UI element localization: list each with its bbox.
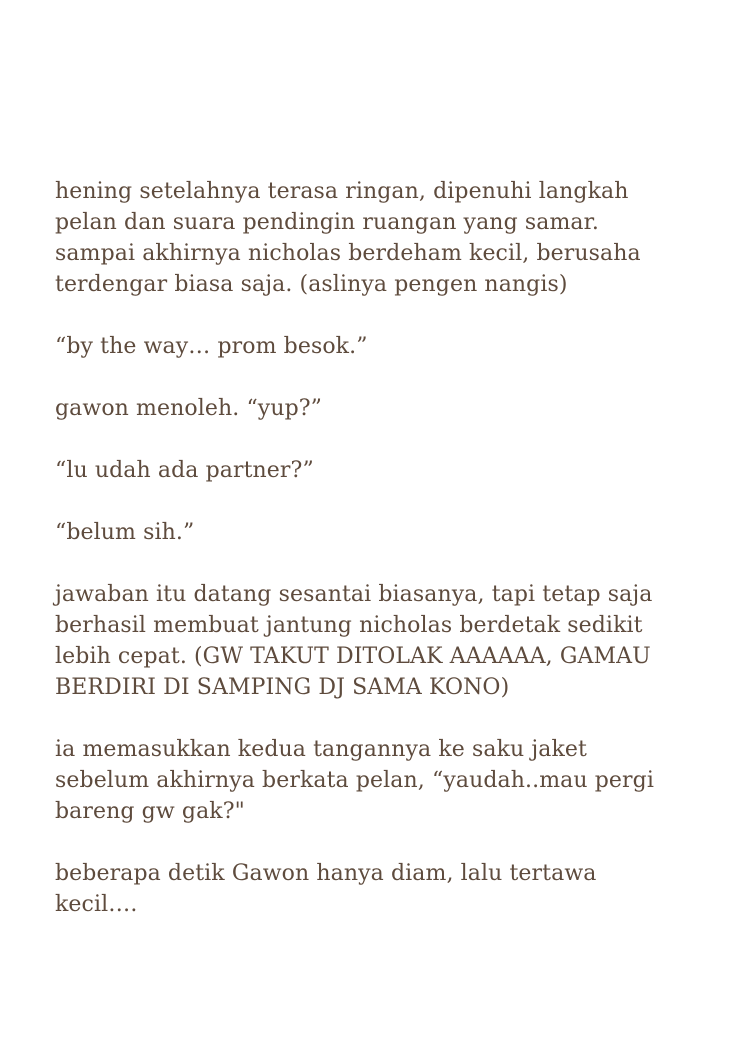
story-text xyxy=(55,176,695,951)
text-line: jawaban itu datang sesantai biasanya, tapi tetap saja xyxy=(55,582,653,607)
text-line: sebelum akhirnya berkata pelan, “yaudah..mau pergi xyxy=(55,768,654,793)
paragraph-7 xyxy=(55,734,695,827)
text-line: sampai akhirnya nicholas berdeham kecil, berusaha xyxy=(55,241,641,266)
paragraph-5 xyxy=(55,517,695,548)
text-line: “belum sih.” xyxy=(55,520,195,545)
paragraph-1 xyxy=(55,176,695,300)
text-line: terdengar biasa saja. (aslinya pengen nangis) xyxy=(55,272,568,297)
text-line: “lu udah ada partner?” xyxy=(55,458,314,483)
paragraph-4 xyxy=(55,455,695,486)
text-line: lebih cepat. (GW TAKUT DITOLAK AAAAAA, GAMAU xyxy=(55,644,651,669)
text-line: beberapa detik Gawon hanya diam, lalu tertawa xyxy=(55,861,597,886)
text-line: hening setelahnya terasa ringan, dipenuhi langkah xyxy=(55,179,629,204)
text-line: pelan dan suara pendingin ruangan yang samar. xyxy=(55,210,599,235)
text-line: bareng gw gak?" xyxy=(55,799,245,824)
text-line: ia memasukkan kedua tangannya ke saku jaket xyxy=(55,737,587,762)
paragraph-6 xyxy=(55,579,695,703)
text-line: gawon menoleh. “yup?” xyxy=(55,396,323,421)
text-line: BERDIRI DI SAMPING DJ SAMA KONO) xyxy=(55,675,510,700)
text-line: kecil…. xyxy=(55,892,138,917)
text-line: berhasil membuat jantung nicholas berdetak sedikit xyxy=(55,613,643,638)
paragraph-2 xyxy=(55,331,695,362)
paragraph-3 xyxy=(55,393,695,424)
text-line: “by the way… prom besok.” xyxy=(55,334,368,359)
paragraph-8 xyxy=(55,858,695,920)
